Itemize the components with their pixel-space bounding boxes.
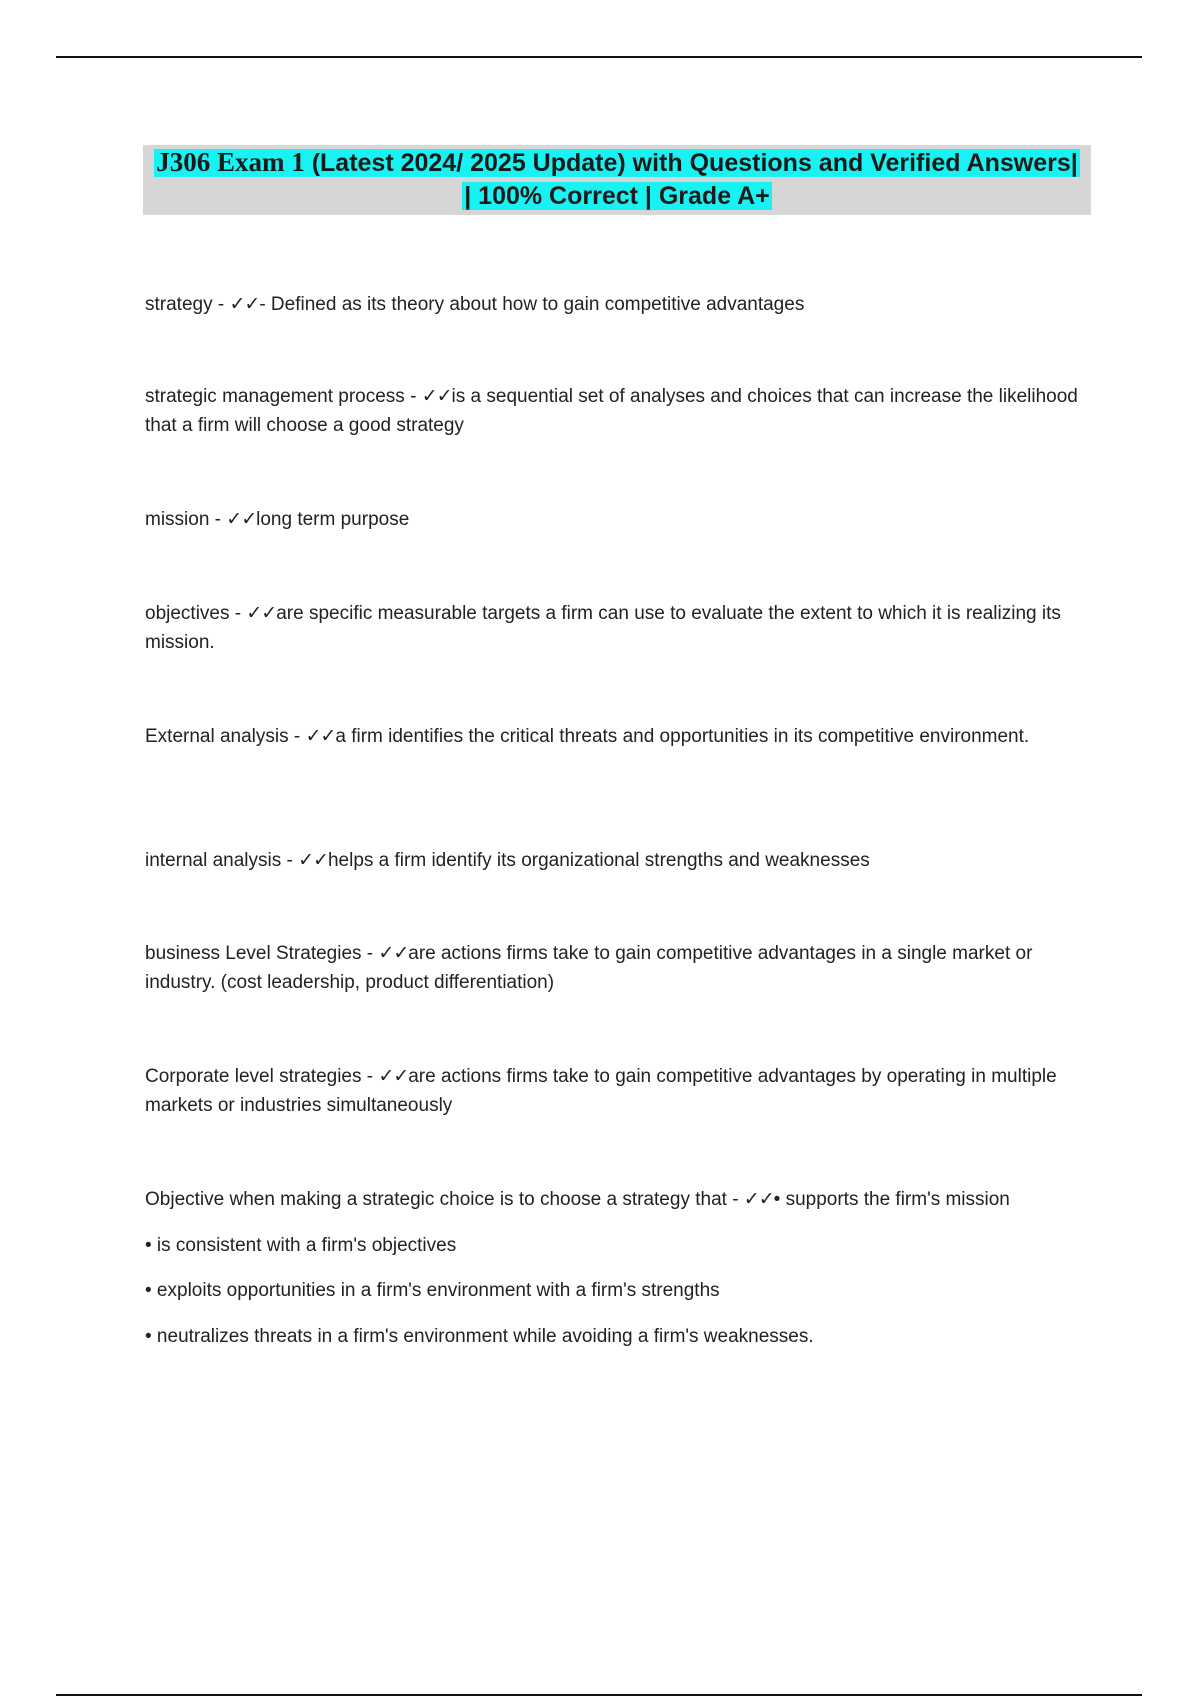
- document-title: [143, 145, 1091, 215]
- check-mark-icon: ✓✓: [743, 1188, 774, 1210]
- qa-entry: [145, 382, 1085, 440]
- title-line-2: [143, 179, 1091, 213]
- check-mark-icon: ✓✓: [298, 849, 328, 871]
- qa-answer: - Defined as its theory about how to gain competitive advantages: [259, 294, 805, 315]
- qa-entry: [145, 939, 1085, 997]
- qa-entry: [145, 1062, 1085, 1120]
- qa-entry: [145, 722, 1085, 751]
- qa-answer: are actions firms take to gain competitive advantages in a single market or industry. (cost leadership, product differentiation): [145, 943, 1033, 993]
- qa-answer: • supports the firm's mission: [773, 1189, 1010, 1210]
- qa-term: strategy -: [145, 294, 230, 315]
- check-mark-icon: ✓✓: [378, 942, 409, 964]
- qa-term: objectives -: [145, 603, 247, 624]
- check-mark-icon: ✓✓: [226, 508, 257, 530]
- qa-answer: long term purpose: [256, 509, 410, 530]
- qa-term: business Level Strategies -: [145, 943, 379, 964]
- check-mark-icon: ✓✓: [246, 602, 277, 624]
- bullet-item: • is consistent with a firm's objectives: [145, 1235, 457, 1256]
- check-mark-icon: ✓✓: [378, 1065, 409, 1087]
- qa-answer: helps a firm identify its organizational strengths and weaknesses: [327, 850, 870, 871]
- qa-answer: a firm identifies the critical threats and opportunities in its competitive environment.: [335, 726, 1030, 747]
- check-mark-icon: ✓✓: [229, 293, 260, 315]
- bullet-item: • exploits opportunities in a firm's environment with a firm's strengths: [145, 1280, 720, 1301]
- qa-entry: [145, 505, 1085, 534]
- check-mark-icon: ✓✓: [305, 725, 336, 747]
- title-line-1: [143, 145, 1091, 179]
- qa-answer: are actions firms take to gain competitive advantages by operating in multiple markets or industries simultaneously: [145, 1066, 1057, 1116]
- title-course-code: J306 Exam 1: [156, 147, 305, 177]
- qa-entry: [145, 1185, 1085, 1214]
- qa-entry: [145, 290, 1085, 319]
- title-line-1-rest: (Latest 2024/ 2025 Update) with Questions and Verified Answers|: [304, 149, 1078, 177]
- qa-term: Corporate level strategies -: [145, 1066, 379, 1087]
- top-rule: [56, 56, 1142, 58]
- bottom-rule: [56, 1694, 1142, 1696]
- check-mark-icon: ✓✓: [421, 385, 452, 407]
- qa-term: External analysis -: [145, 726, 306, 747]
- qa-term: internal analysis -: [145, 850, 299, 871]
- qa-term: Objective when making a strategic choice is to choose a strategy that -: [145, 1189, 744, 1210]
- qa-term: strategic management process -: [145, 386, 422, 407]
- qa-entry: [145, 599, 1085, 657]
- qa-term: mission -: [145, 509, 227, 530]
- title-line-2-text: | 100% Correct | Grade A+: [464, 182, 770, 210]
- qa-answer: are specific measurable targets a firm can use to evaluate the extent to which it is realizing its mission.: [145, 603, 1061, 653]
- bullet-item: • neutralizes threats in a firm's environment while avoiding a firm's weaknesses.: [145, 1326, 814, 1347]
- qa-entry: [145, 846, 1085, 875]
- qa-answer: is a sequential set of analyses and choices that can increase the likelihood that a firm will choose a good strategy: [145, 386, 1078, 436]
